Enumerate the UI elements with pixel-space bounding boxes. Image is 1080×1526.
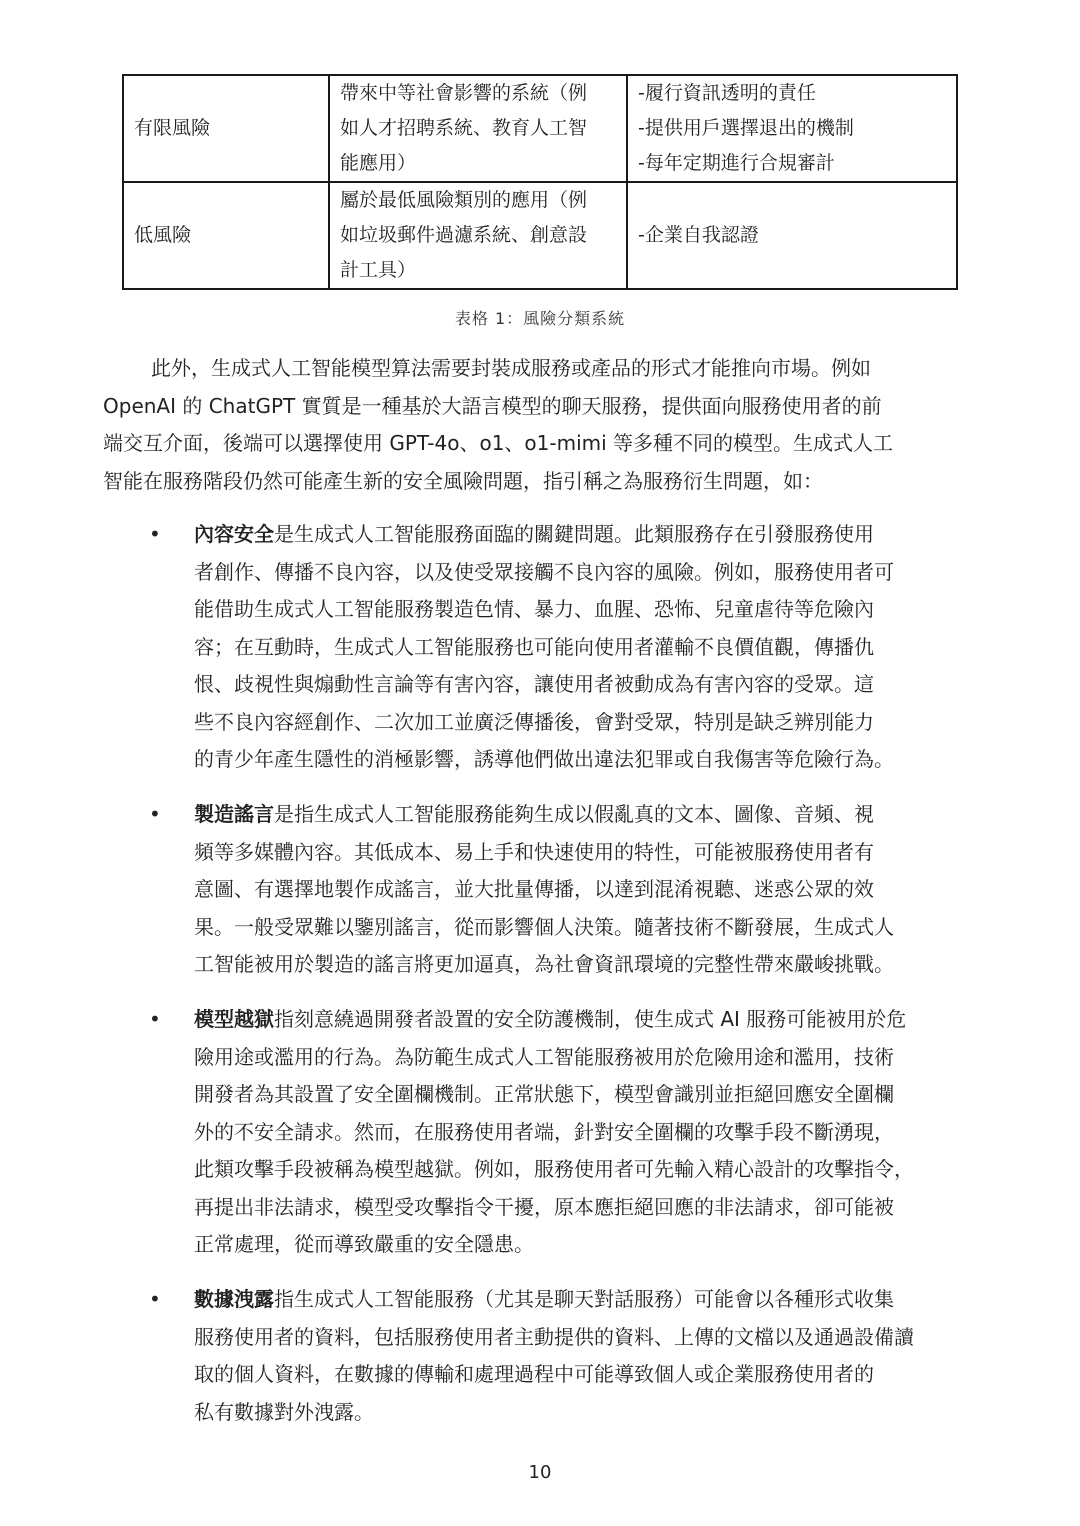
risk-description-cell: 帶來中等社會影響的系統（例 如人才招聘系統、教育人工智 能應用） xyxy=(329,75,627,182)
paragraph-line: 此外，生成式人工智能模型算法需要封裝成服務或產品的形式才能推向市場。例如 xyxy=(151,356,871,380)
bullet-first-line: 是生成式人工智能服務面臨的關鍵問題。此類服務存在引發服務使用 xyxy=(274,522,874,546)
paragraph-line: 者創作、傳播不良內容，以及使受眾接觸不良內容的風險。例如，服務使用者可 xyxy=(194,559,894,584)
paragraph-line: 些不良內容經創作、二次加工並廣泛傳播後，會對受眾，特別是缺乏辨別能力 xyxy=(194,709,874,734)
bullet-term: 模型越獄 xyxy=(194,1007,274,1031)
paragraph-line: 正常處理，從而導致嚴重的安全隱患。 xyxy=(194,1232,534,1256)
paragraph-line: 頻等多媒體內容。其低成本、易上手和快速使用的特性，可能被服務使用者有 xyxy=(194,839,874,864)
paragraph-line: 的青少年產生隱性的消極影響，誘導他們做出違法犯罪或自我傷害等危險行為。 xyxy=(194,747,894,771)
bullet-term: 製造謠言 xyxy=(194,802,274,826)
paragraph-line: OpenAI 的 ChatGPT 實質是一種基於大語言模型的聊天服務，提供面向服務使用者的前 xyxy=(103,393,882,418)
bullet-icon: • xyxy=(149,802,161,826)
risk-description-cell: 屬於最低風險類別的應用（例 如垃圾郵件過濾系統、創意設 計工具） xyxy=(329,182,627,289)
paragraph-line: 容；在互動時，生成式人工智能服務也可能向使用者灌輸不良價值觀，傳播仇 xyxy=(194,634,874,659)
paragraph-line: 意圖、有選擇地製作成謠言，並大批量傳播，以達到混淆視聽、迷惑公眾的效 xyxy=(194,877,874,901)
paragraph-line: 果。一般受眾難以鑒別謠言，從而影響個人決策。隨著技術不斷發展，生成式人 xyxy=(194,914,894,939)
intro-paragraph xyxy=(103,350,941,500)
bullet-first-line: 指刻意繞過開發者設置的安全防護機制，使生成式 AI 服務可能被用於危 xyxy=(274,1007,907,1031)
paragraph-line: 外的不安全請求。然而，在服務使用者端，針對安全圍欄的攻擊手段不斷湧現， xyxy=(194,1119,894,1144)
bullet-term: 內容安全 xyxy=(194,522,274,546)
table-row xyxy=(123,75,957,182)
paragraph-line: 再提出非法請求，模型受攻擊指令干擾，原本應拒絕回應的非法請求，卻可能被 xyxy=(194,1194,894,1219)
risk-level-cell: 低風險 xyxy=(123,182,329,289)
bullet-first-line: 指生成式人工智能服務（尤其是聊天對話服務）可能會以各種形式收集 xyxy=(274,1287,894,1311)
paragraph-line: 開發者為其設置了安全圍欄機制。正常狀態下，模型會識別並拒絕回應安全圍欄 xyxy=(194,1082,894,1106)
bullet-text xyxy=(194,516,944,779)
paragraph-line: 端交互介面，後端可以選擇使用 GPT-4o、o1、o1-mimi 等多種不同的模型。生成式人工 xyxy=(103,431,894,455)
bullet-model-jailbreak xyxy=(103,1001,941,1265)
risk-classification-table xyxy=(122,74,958,290)
table-caption: 表格 1：風險分類系統 xyxy=(454,309,626,328)
paragraph-line: 工智能被用於製造的謠言將更加逼真，為社會資訊環境的完整性帶來嚴峻挑戰。 xyxy=(194,952,894,976)
bullet-icon: • xyxy=(149,522,161,546)
bullet-icon: • xyxy=(149,1287,161,1311)
bullet-data-leak xyxy=(103,1281,941,1433)
paragraph-line: 此類攻擊手段被稱為模型越獄。例如，服務使用者可先輸入精心設計的攻擊指令， xyxy=(194,1157,914,1181)
bullet-first-line: 是指生成式人工智能服務能夠生成以假亂真的文本、圖像、音頻、視 xyxy=(274,802,874,826)
bullet-text xyxy=(194,1281,944,1431)
paragraph-line: 服務使用者的資料，包括服務使用者主動提供的資料、上傳的文檔以及通過設備讀 xyxy=(194,1324,914,1349)
bullet-text xyxy=(194,1001,944,1264)
paragraph-line: 智能在服務階段仍然可能產生新的安全風險問題，指引稱之為服務衍生問題，如： xyxy=(103,468,823,493)
bullet-text xyxy=(194,796,944,984)
paragraph-line: 私有數據對外洩露。 xyxy=(194,1399,374,1424)
bullet-term: 數據洩露 xyxy=(194,1287,274,1311)
page-number: 10 xyxy=(528,1462,552,1483)
risk-requirement-cell: -履行資訊透明的責任 -提供用戶選擇退出的機制 -每年定期進行合規審計 xyxy=(627,75,957,182)
paragraph-line: 取的個人資料，在數據的傳輸和處理過程中可能導致個人或企業服務使用者的 xyxy=(194,1362,874,1386)
table-row xyxy=(123,182,957,289)
risk-requirement-cell: -企業自我認證 xyxy=(627,182,957,289)
bullet-rumor-creation xyxy=(103,796,941,984)
risk-level-cell: 有限風險 xyxy=(123,75,329,182)
paragraph-line: 險用途或濫用的行為。為防範生成式人工智能服務被用於危險用途和濫用，技術 xyxy=(194,1044,894,1069)
paragraph-line: 能借助生成式人工智能服務製造色情、暴力、血腥、恐怖、兒童虐待等危險內 xyxy=(194,597,874,621)
bullet-content-safety xyxy=(103,516,941,780)
bullet-icon: • xyxy=(149,1007,161,1031)
paragraph-line: 恨、歧視性與煽動性言論等有害內容，讓使用者被動成為有害內容的受眾。這 xyxy=(194,672,874,696)
